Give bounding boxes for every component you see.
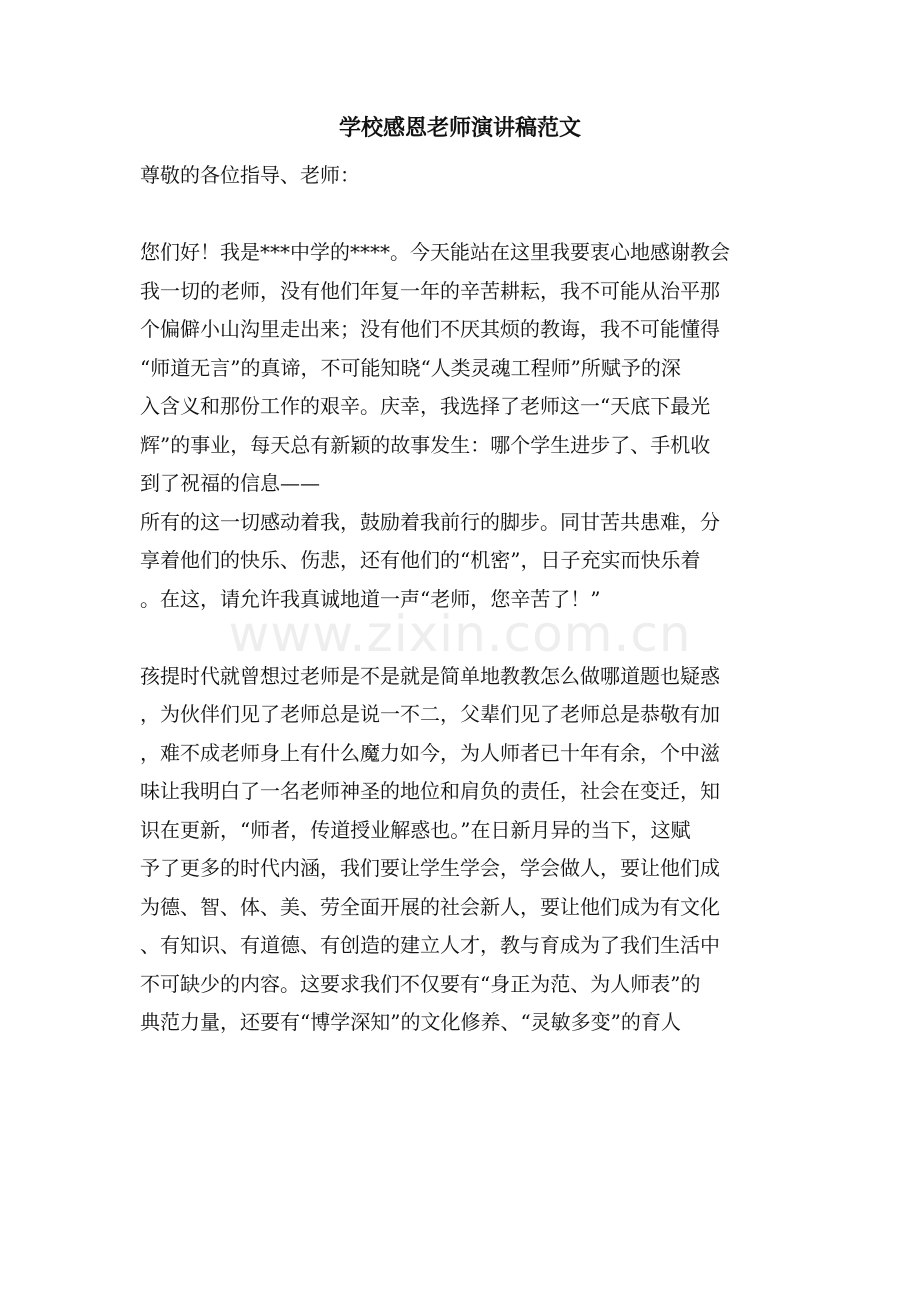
body-line: 味让我明白了一名老师神圣的地位和肩负的责任，社会在变迁，知: [140, 779, 720, 803]
blank-line: [140, 195, 780, 234]
body-line: 孩提时代就曾想过老师是不是就是简单地教教怎么做哪道题也疑惑: [140, 663, 720, 688]
body-line: 个偏僻小山沟里走出来；没有他们不厌其烦的教诲，我不可能懂得: [140, 317, 720, 341]
body-line: 典范力量，还要有“博学深知”的文化修养、“灵敏多变”的育人: [140, 1010, 681, 1034]
body-line: 识在更新，“师者，传道授业解惑也。”在日新月异的当下，这赋: [140, 817, 691, 842]
body-line: 所有的这一切感动着我，鼓励着我前行的脚步。同甘苦共患难，分: [140, 509, 720, 534]
body-line: 到了祝福的信息——: [140, 471, 320, 495]
body-line: 我一切的老师，没有他们年复一年的辛苦耕耘，我不可能从治平那: [140, 278, 720, 303]
body-line: ，难不成老师身上有什么魔力如今，为人师者已十年有余，个中滋: [140, 740, 720, 765]
body-line: ，为伙伴们见了老师总是说一不二，父辈们见了老师总是恭敬有加: [140, 702, 720, 726]
body-line: 辉”的事业，每天总有新颖的故事发生：哪个学生进步了、手机收: [140, 432, 711, 457]
body-line: 。在这，请允许我真诚地道一声“老师，您辛苦了！”: [140, 586, 601, 611]
document-body: [140, 156, 780, 1042]
watermark: www.zixin.com.cn: [228, 605, 692, 663]
body-line: 您们好！我是***中学的****。今天能站在这里我要衷心地感谢教会: [140, 240, 730, 264]
body-line: 享着他们的快乐、伤悲，还有他们的“机密”，日子充实而快乐着: [140, 548, 701, 572]
body-line: “师道无言”的真谛，不可能知晓“人类灵魂工程师”所赋予的深: [140, 355, 681, 380]
blank-line: [140, 618, 780, 657]
document-title: 学校感恩老师演讲稿范文: [338, 115, 581, 141]
body-line: 为德、智、体、美、劳全面开展的社会新人，要让他们成为有文化: [140, 894, 720, 919]
salutation-line: 尊敬的各位指导、老师：: [140, 163, 360, 187]
body-line: 、有知识、有道德、有创造的建立人才，教与育成为了我们生活中: [140, 933, 720, 957]
body-line: 入含义和那份工作的艰辛。庆幸，我选择了老师这一“天底下最光: [140, 394, 711, 418]
body-line: 予了更多的时代内涵，我们要让学生学会，学会做人，要让他们成: [140, 856, 720, 880]
body-line: 不可缺少的内容。这要求我们不仅要有“身正为范、为人师表”的: [140, 971, 701, 996]
